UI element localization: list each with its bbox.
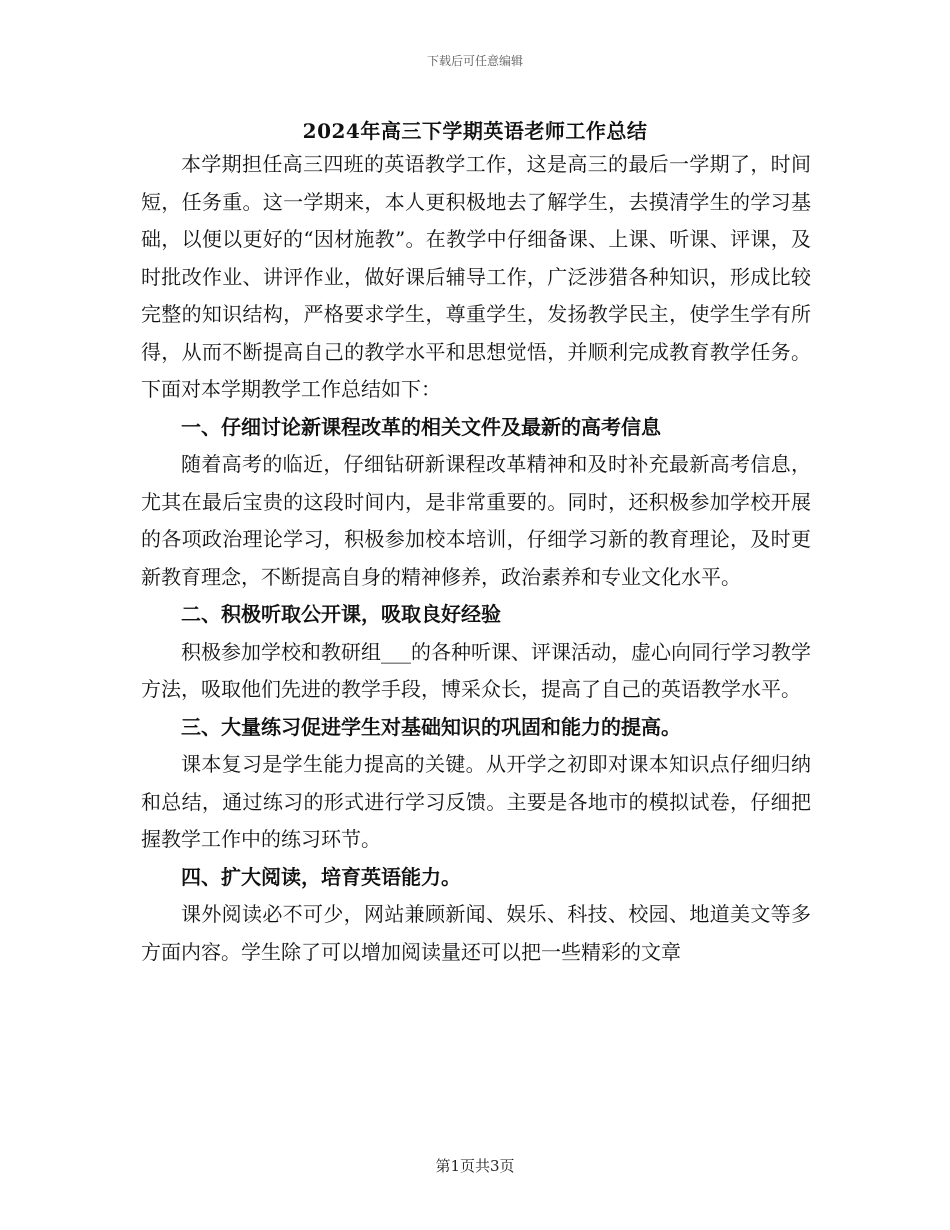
section-1-heading: 一、仔细讨论新课程改革的相关文件及最新的高考信息 [181,414,661,439]
page-number: 第1页共3页 [435,1157,515,1175]
page-header-note: 下载后可任意编辑 [426,54,523,68]
section-3-body: 课本复习是学生能力提高的关键。从开学之初即对课本知识点仔细归纳和总结，通过练习的形式进行学习反馈。主要是各地市的模拟试卷，仔细把握教学工作中的练习环节。 [141,752,811,851]
section-4-body: 课外阅读必不可少，网站兼顾新闻、娱乐、科技、校园、地道美文等多方面内容。学生除了可以增加阅读量还可以把一些精彩的文章 [141,902,811,964]
section-2-heading: 二、积极听取公开课，吸取良好经验 [181,602,501,626]
section-4-heading: 四、扩大阅读，培育英语能力。 [181,864,461,889]
document-body [141,146,811,971]
section-1-body: 随着高考的临近，仔细钻研新课程改革精神和及时补充最新高考信息，尤其在最后宝贵的这段时间内，是非常重要的。同时，还积极参加学校开展的各项政治理论学习，积极参加校本培训，仔细学习新的教育理论，及时更新教育理念，不断提高自身的精神修养，政治素养和专业文化水平。 [141,452,811,589]
document-title: 2024年高三下学期英语老师工作总结 [302,119,648,143]
section-2-body: 积极参加学校和教研组___的各种听课、评课活动，虚心向同行学习教学方法，吸取他们先进的教学手段，博采众长，提高了自己的英语教学水平。 [141,639,811,701]
intro-paragraph: 本学期担任高三四班的英语教学工作，这是高三的最后一学期了，时间短，任务重。这一学期来，本人更积极地去了解学生，去摸清学生的学习基础，以便以更好的“因材施教”。在教学中仔细备课、上课、听课、评课，及时批改作业、讲评作业，做好课后辅导工作，广泛涉猎各种知识，形成比较完整的知识结构，严格要求学生，尊重学生，发扬教学民主，使学生学有所得，从而不断提高自己的教学水平和思想觉悟，并顺利完成教育教学任务。下面对本学期教学工作总结如下： [141,152,811,401]
section-3-heading: 三、大量练习促进学生对基础知识的巩固和能力的提高。 [181,714,681,739]
